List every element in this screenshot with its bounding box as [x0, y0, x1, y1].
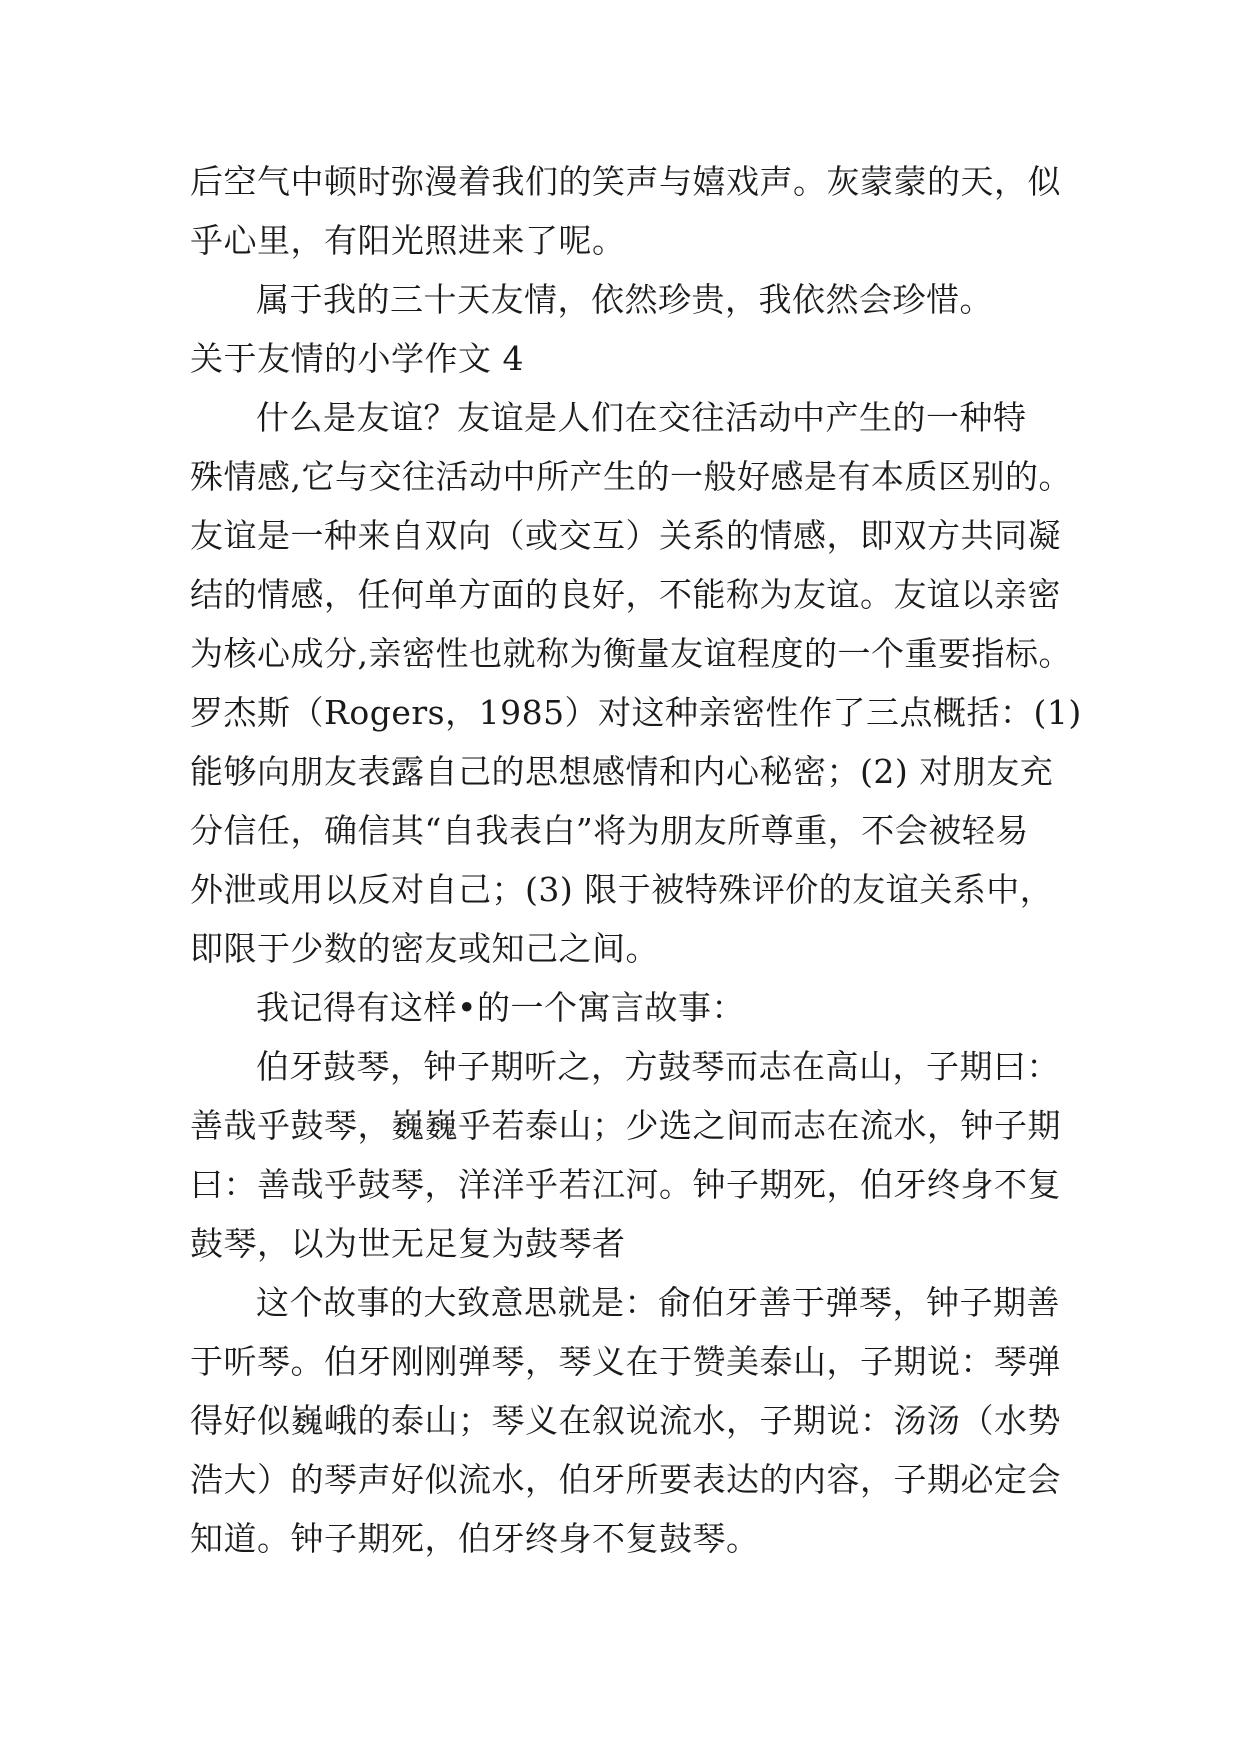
section-heading: 关于友情的小学作文 4 — [190, 339, 524, 378]
text-line: 友谊是一种来自双向（或交互）关系的情感，即双方共同凝 — [190, 516, 1061, 555]
text-line: 外泄或用以反对自己；(3) 限于被特殊评价的友谊关系中， — [190, 870, 1054, 909]
text-line: 为核心成分,亲密性也就称为衡量友谊程度的一个重要指标。 — [190, 634, 1072, 673]
text-line: 浩大）的琴声好似流水，伯牙所要表达的内容，子期必定会 — [190, 1460, 1061, 1499]
text-line: 伯牙鼓琴，钟子期听之，方鼓琴而志在高山，子期曰： — [256, 1047, 1060, 1086]
closing-paragraph: 属于我的三十天友情，依然珍贵，我依然会珍惜。 — [256, 280, 993, 319]
text-line: 能够向朋友表露自己的思想感情和内心秘密；(2) 对朋友充 — [190, 752, 1054, 791]
text-line: 结的情感，任何单方面的良好，不能称为友谊。友谊以亲密 — [190, 575, 1061, 614]
text-line: 鼓琴，以为世无足复为鼓琴者 — [190, 1224, 626, 1263]
text-line: 殊情感,它与交往活动中所产生的一般好感是有本质区别的。 — [190, 457, 1072, 496]
text-line: 罗杰斯（Rogers，1985）对这种亲密性作了三点概括：(1) — [190, 693, 1082, 732]
text-line: 于听琴。伯牙刚刚弹琴，琴义在于赞美泰山，子期说：琴弹 — [190, 1342, 1061, 1381]
text-line: 乎心里，有阳光照进来了呢。 — [190, 221, 626, 260]
text-line: 这个故事的大致意思就是：俞伯牙善于弹琴，钟子期善 — [256, 1283, 1060, 1322]
text-line: 得好似巍峨的泰山；琴义在叙说流水，子期说：汤汤（水势 — [190, 1401, 1061, 1440]
text-line: 即限于少数的密友或知己之间。 — [190, 929, 659, 968]
text-line: 曰：善哉乎鼓琴，洋洋乎若江河。钟子期死，伯牙终身不复 — [190, 1165, 1061, 1204]
text-line: 后空气中顿时弥漫着我们的笑声与嬉戏声。灰蒙蒙的天，似 — [190, 162, 1061, 201]
text-line: 善哉乎鼓琴，巍巍乎若泰山；少选之间而志在流水，钟子期 — [190, 1106, 1061, 1145]
document-body — [190, 152, 1082, 1568]
paragraph-line: 我记得有这样•的一个寓言故事： — [256, 988, 745, 1027]
text-line: 知道。钟子期死，伯牙终身不复鼓琴。 — [190, 1519, 760, 1558]
text-line: 分信任，确信其“自我表白”将为朋友所尊重，不会被轻易 — [190, 811, 1029, 850]
text-line: 什么是友谊？友谊是人们在交往活动中产生的一种特 — [256, 398, 1027, 437]
